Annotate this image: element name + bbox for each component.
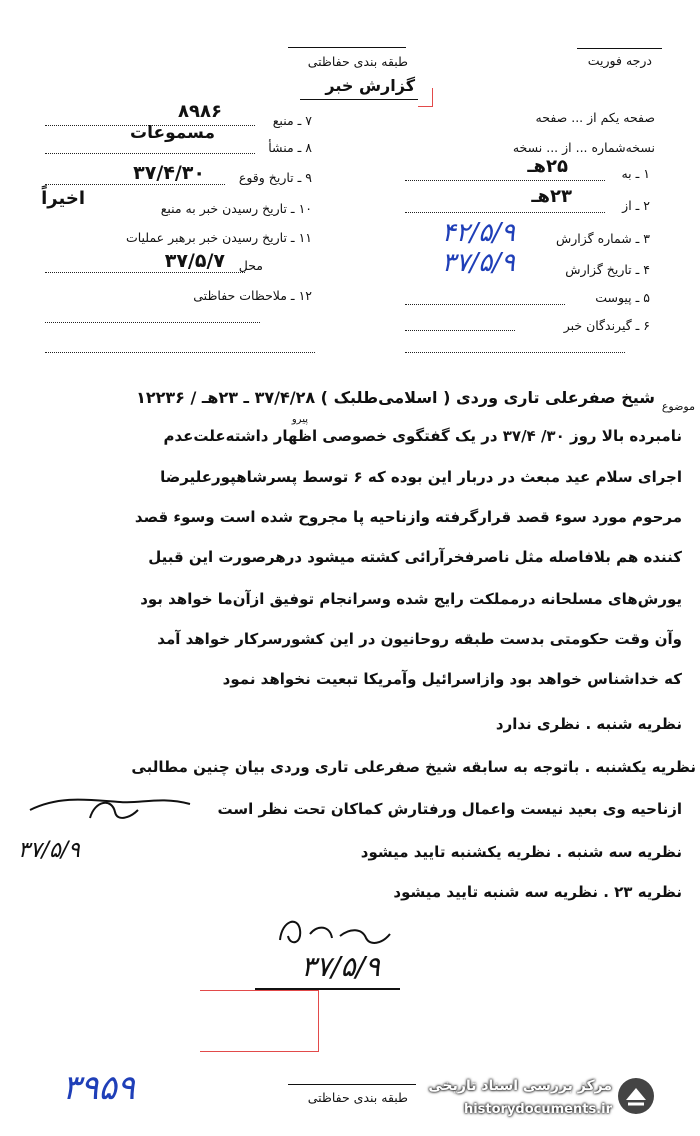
field-3-label: ۳ ـ شماره گزارش	[555, 231, 650, 246]
field-8-value: مسموعات	[130, 123, 215, 143]
watermark-logo-icon	[616, 1076, 656, 1116]
body-line-1: نامبرده بالا روز ۳۰/ ۳۷/۴ در یک گفتگوی خصوصی اظهار داشته‌علت‌عدم	[163, 427, 682, 445]
field-2-label: ۲ ـ از	[622, 198, 650, 213]
field-11-value: ۳۷/۵/۷	[164, 250, 225, 272]
opinion-saturday: نظریه شنبه . نظری ندارد	[495, 715, 682, 733]
signature	[270, 910, 420, 955]
field-6-dots	[405, 330, 515, 331]
watermark-url: historydocuments.ir	[463, 1102, 612, 1117]
field-11-label: ۱۱ ـ تاریخ رسیدن خبر برهبر عملیات	[125, 230, 312, 245]
red-stamp-mark	[418, 88, 433, 107]
classification-bottom-rule	[288, 1084, 416, 1085]
field-7-value: ۸۹۸۶	[178, 101, 222, 122]
field-5-label: ۵ ـ پیوست	[595, 290, 650, 305]
watermark-title: مرکز بررسی اسناد تاریخی	[428, 1078, 612, 1094]
field-8-dots	[45, 153, 255, 154]
top-right-rule	[577, 48, 662, 49]
field-9-dots	[45, 184, 225, 185]
place-dots	[45, 272, 245, 273]
field-1-label: ۱ ـ به	[621, 166, 650, 181]
copy-number-line: نسخه‌شماره ... از ... نسخه	[512, 140, 655, 155]
field-10-label: ۱۰ ـ تاریخ رسیدن خبر به منبع	[160, 201, 312, 216]
side-date-handwritten: ۳۷/۵/۹	[17, 838, 80, 863]
body-line-7: که خداشناس خواهد بود وازاسرائیل وآمریکا تبعیت نخواهد نمود	[222, 670, 682, 688]
field-2-dots	[405, 212, 605, 213]
page-count-line: صفحه یکم از ... صفحه	[535, 110, 655, 125]
field-8-label: ۸ ـ منشأ	[268, 140, 312, 155]
body-line-5: یورش‌های مسلحانه درمملکت رایج شده وسرانجام توفیق ازآن‌ما خواهد بود	[140, 590, 682, 608]
body-line-6: وآن وقت حکومتی بدست طبقه روحانیون در این کشورسرکار خواهد آمد	[157, 630, 682, 648]
field-12-dots-2	[45, 352, 315, 353]
field-9-value: ۳۷/۴/۳۰	[133, 162, 205, 184]
field-7-label: ۷ ـ منبع	[272, 113, 312, 128]
urgency-label: درجه فوریت	[587, 53, 652, 68]
body-line-2: اجرای سلام عید مبعث در دربار این بوده که ۶ توسط پسرشاهپورعلیرضا	[160, 468, 682, 486]
field-10-value: اخیراً	[41, 188, 85, 209]
opinion-sunday-cont: ازناحیه وی بعید نیست واعمال ورفتارش کماکان تحت نظر است	[217, 800, 682, 818]
field-12-dots	[45, 322, 260, 323]
report-date-handwritten: ۳۷/۵/۹	[441, 248, 515, 278]
report-number-handwritten: ۴۲/۵/۹	[441, 218, 515, 248]
opinion-23: نظریه ۲۳ . نظریه سه شنبه تایید میشود	[393, 883, 682, 901]
subject-label: موضوع	[661, 400, 695, 413]
bottom-date-underline	[255, 988, 400, 990]
opinion-tuesday: نظریه سه شنبه . نظریه یکشنبه تایید میشود	[360, 843, 682, 861]
field-5-dots	[405, 304, 565, 305]
subject-text: شیخ صفرعلی تاری وردی ( اسلامی‌طلبک ) ۳۷/۴/۲۸ ـ ۲۳هـ / ۱۲۲۳۶	[136, 388, 655, 407]
classification-top-rule	[288, 47, 406, 48]
body-line-4: کننده هم بلافاصله مثل ناصرفخرآرائی کشته میشود درهرصورت این قبیل	[148, 548, 682, 566]
document-number-handwritten: ۳۹۵۹	[61, 1068, 135, 1108]
field-2-value: ۲۳هـ	[531, 186, 572, 207]
field-6-dots-2	[405, 352, 625, 353]
opinion-sunday: نظریه یکشنبه . باتوجه به سابقه شیخ صفرعلی تاری وردی بیان چنین مطالبی	[131, 758, 696, 776]
place-label: محل	[238, 258, 263, 273]
field-1-value: ۲۵هـ	[527, 156, 568, 177]
watermark	[428, 1072, 662, 1128]
red-stamp-mark-bottom	[200, 990, 319, 1052]
subject-annotation: پیرو	[291, 414, 308, 425]
classification-top: طبقه بندی حفاظتی	[307, 54, 408, 69]
body-line-3: مرحوم مورد سوء قصد قرارگرفته وازناحیه پا مجروح شده است وسوء قصد	[134, 508, 682, 526]
classification-bottom: طبقه بندی حفاظتی	[307, 1090, 408, 1105]
field-4-label: ۴ ـ تاریخ گزارش	[565, 262, 650, 277]
field-12-label: ۱۲ ـ ملاحظات حفاظتی	[193, 288, 312, 303]
field-1-dots	[405, 180, 605, 181]
report-title: گزارش خبر	[325, 76, 415, 95]
bottom-date-handwritten: ۳۷/۵/۹	[300, 950, 380, 983]
field-6-label: ۶ ـ گیرندگان خبر	[563, 318, 650, 333]
title-rule	[300, 99, 418, 100]
field-9-label: ۹ ـ تاریخ وقوع	[238, 170, 312, 185]
